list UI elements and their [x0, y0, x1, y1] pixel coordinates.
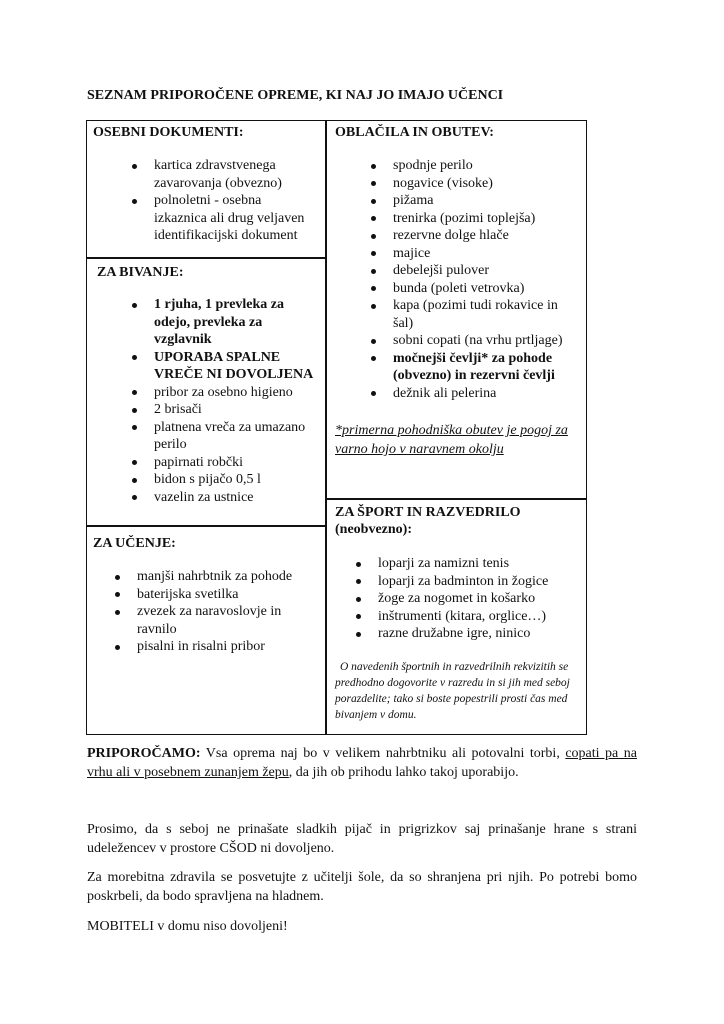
list-item: baterijska svetilka — [115, 586, 315, 604]
list-item: močnejši čevlji* za pohode (obvezno) in rezervni čevlji — [371, 350, 576, 385]
sport-note: O navedenih športnih in razvedrilnih rekvizitih se predhodno dogovorite v razredu in si jih med seboj porazdelite; tako si boste popestrili prosti čas med bivanjem v domu. — [335, 661, 570, 721]
list-item: manjši nahrbtnik za pohode — [115, 568, 315, 586]
list-item: trenirka (pozimi toplejša) — [371, 210, 576, 228]
table-divider-right-1 — [325, 498, 587, 500]
documents-list — [132, 157, 312, 245]
section-heading-accommodation: ZA BIVANJE: — [97, 265, 184, 280]
recommendation-text-1: Vsa oprema naj bo v velikem nahrbtniku ali potovalni torbi, — [200, 746, 566, 761]
phones-paragraph: MOBITELI v domu niso dovoljeni! — [87, 919, 288, 934]
list-item: pribor za osebno higieno — [132, 384, 322, 402]
clothing-list — [371, 157, 576, 402]
recommendation-underlined: copati pa na vrhu ali v posebnem zunanjem žepu — [87, 746, 638, 780]
list-item: bunda (poleti vetrovka) — [371, 280, 576, 298]
table-divider-left-1 — [86, 257, 326, 259]
list-item: vazelin za ustnice — [132, 489, 322, 507]
food-paragraph: Prosimo, da s seboj ne prinašate sladkih pijač in prigrizkov saj prinašanje hrane s strani udeležencev v prostore CŠOD ni dovoljeno. — [87, 822, 637, 856]
list-item: pisalni in risalni pribor — [115, 638, 315, 656]
list-item: rezervne dolge hlače — [371, 227, 576, 245]
section-heading-sport: ZA ŠPORT IN RAZVEDRILO (neobvezno): — [335, 505, 521, 537]
list-item: loparji za namizni tenis — [356, 555, 581, 573]
section-heading-clothing: OBLAČILA IN OBUTEV: — [335, 125, 494, 140]
list-item: žoge za nogomet in košarko — [356, 590, 581, 608]
list-item: majice — [371, 245, 576, 263]
list-item: zvezek za naravoslovje in ravnilo — [115, 603, 315, 638]
table-divider-left-2 — [86, 525, 326, 527]
list-item: razne družabne igre, ninico — [356, 625, 581, 643]
list-item: debelejši pulover — [371, 262, 576, 280]
section-heading-learning: ZA UČENJE: — [93, 536, 176, 551]
list-item: sobni copati (na vrhu prtljage) — [371, 332, 576, 350]
list-item: platnena vreča za umazano perilo — [132, 419, 322, 454]
list-item: 2 brisači — [132, 401, 322, 419]
list-item: polnoletni - osebna izkaznica ali drug veljaven identifikacijski dokument — [132, 192, 312, 245]
list-item: dežnik ali pelerina — [371, 385, 576, 403]
list-item: loparji za badminton in žogice — [356, 573, 581, 591]
page-title: SEZNAM PRIPOROČENE OPREME, KI NAJ JO IMAJO UČENCI — [87, 88, 504, 103]
list-item: kapa (pozimi tudi rokavice in šal) — [371, 297, 576, 332]
list-item: papirnati robčki — [132, 454, 322, 472]
table-divider-vertical — [325, 120, 327, 735]
list-item: spodnje perilo — [371, 157, 576, 175]
list-item: nogavice (visoke) — [371, 175, 576, 193]
list-item: pižama — [371, 192, 576, 210]
accommodation-list — [132, 296, 322, 506]
list-item: UPORABA SPALNE VREČE NI DOVOLJENA — [132, 349, 322, 384]
list-item: kartica zdravstvenega zavarovanja (obvezno) — [132, 157, 312, 192]
learning-list — [115, 568, 315, 656]
recommendation-text-2: , da jih ob prihodu lahko takoj uporabijo. — [288, 765, 519, 780]
list-item: inštrumenti (kitara, orglice…) — [356, 608, 581, 626]
recommendation-label: PRIPOROČAMO: — [87, 746, 201, 761]
list-item: bidon s pijačo 0,5 l — [132, 471, 322, 489]
sport-list — [356, 555, 581, 643]
footwear-note: *primerna pohodniška obutev je pogoj za varno hojo v naravnem okolju — [335, 423, 568, 457]
list-item: 1 rjuha, 1 prevleka za odejo, prevleka za vzglavnik — [132, 296, 322, 349]
medication-paragraph: Za morebitna zdravila se posvetujte z učitelji šole, da so shranjena pri njih. Po potrebi bomo poskrbeli, da bodo spravljena na hladnem. — [87, 870, 637, 904]
recommendation-paragraph — [87, 744, 637, 782]
section-heading-documents: OSEBNI DOKUMENTI: — [93, 125, 244, 140]
